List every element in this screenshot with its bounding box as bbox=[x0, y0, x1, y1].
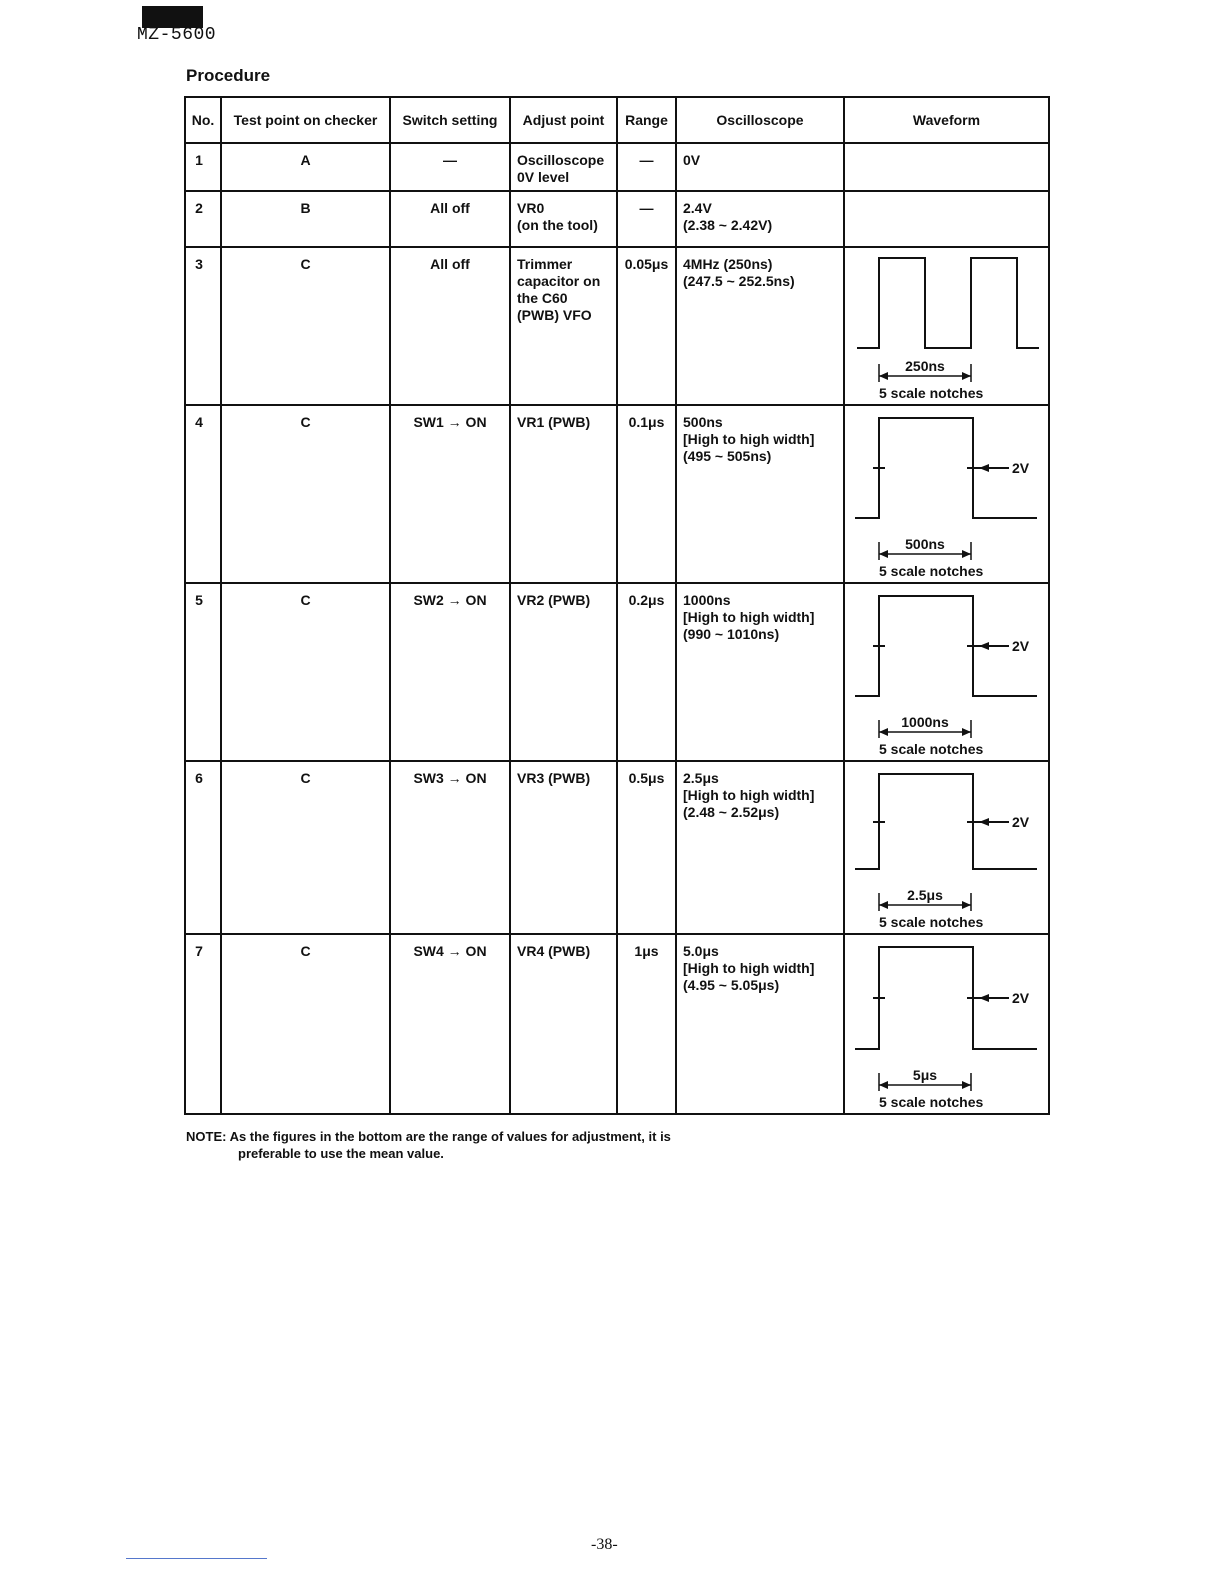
cell-adjust-line: Oscilloscope bbox=[517, 152, 605, 168]
col-header-adjust: Adjust point bbox=[510, 97, 617, 143]
cell-oscilloscope bbox=[676, 247, 844, 405]
dimension-arrowhead-left bbox=[879, 901, 888, 909]
notches-label: 5 scale notches bbox=[879, 563, 984, 579]
cell-adjust bbox=[510, 761, 617, 934]
table-row bbox=[185, 191, 1049, 247]
cell-no bbox=[185, 247, 221, 405]
cell-no-line: 1 bbox=[195, 152, 203, 168]
cell-oscilloscope-line: 1000ns bbox=[683, 592, 731, 608]
cell-adjust-line: (on the tool) bbox=[517, 217, 598, 233]
cell-switch bbox=[390, 143, 510, 191]
cell-range-line: 0.05μs bbox=[624, 256, 669, 272]
cell-oscilloscope bbox=[676, 761, 844, 934]
cell-no bbox=[185, 934, 221, 1114]
cell-switch bbox=[390, 934, 510, 1114]
cell-switch-line: SW1 → ON bbox=[413, 414, 487, 430]
cell-test-point bbox=[221, 761, 390, 934]
cell-no-line: 6 bbox=[195, 770, 203, 786]
cell-switch bbox=[390, 761, 510, 934]
cell-range-line: — bbox=[639, 152, 654, 168]
cell-oscilloscope-line: (495 ~ 505ns) bbox=[683, 448, 772, 464]
waveform-diagram bbox=[845, 762, 1048, 935]
cell-range bbox=[617, 761, 676, 934]
note bbox=[186, 1128, 671, 1162]
cell-adjust bbox=[510, 934, 617, 1114]
table-row bbox=[185, 247, 1049, 405]
col-header-no: No. bbox=[185, 97, 221, 143]
dimension-arrowhead-left bbox=[879, 372, 888, 380]
level-arrowhead bbox=[979, 642, 989, 650]
dimension-arrowhead-right bbox=[962, 1081, 971, 1089]
cell-no-line: 7 bbox=[195, 943, 203, 959]
cell-oscilloscope-line: 2.5μs bbox=[683, 770, 719, 786]
cell-test-point bbox=[221, 143, 390, 191]
cell-test-point bbox=[221, 191, 390, 247]
procedure-table bbox=[184, 96, 1050, 1115]
page-number: -38- bbox=[591, 1536, 618, 1553]
width-label: 1000ns bbox=[901, 714, 949, 730]
cell-oscilloscope bbox=[676, 143, 844, 191]
cell-waveform bbox=[844, 583, 1049, 761]
cell-range bbox=[617, 583, 676, 761]
cell-waveform bbox=[844, 143, 1049, 191]
level-arrowhead bbox=[979, 464, 989, 472]
cell-test-point bbox=[221, 934, 390, 1114]
cell-range-line: 0.1μs bbox=[628, 414, 665, 430]
cell-range bbox=[617, 247, 676, 405]
cell-switch-line: All off bbox=[430, 256, 470, 272]
cell-oscilloscope-line: (2.38 ~ 2.42V) bbox=[683, 217, 773, 233]
cell-no bbox=[185, 583, 221, 761]
cell-adjust-line: 0V level bbox=[517, 169, 570, 185]
cell-range-line: 0.5μs bbox=[628, 770, 665, 786]
cell-adjust bbox=[510, 583, 617, 761]
cell-adjust-line: VR2 (PWB) bbox=[517, 592, 591, 608]
cell-switch-line: All off bbox=[430, 200, 470, 216]
col-header-oscilloscope: Oscilloscope bbox=[676, 97, 844, 143]
col-header-test-point: Test point on checker bbox=[221, 97, 390, 143]
cell-test-point-line: C bbox=[300, 256, 311, 272]
waveform-diagram bbox=[845, 406, 1048, 584]
cell-switch-line: — bbox=[443, 152, 457, 168]
cell-oscilloscope-line: 4MHz (250ns) bbox=[683, 256, 773, 272]
notches-label: 5 scale notches bbox=[879, 385, 984, 401]
cell-test-point-line: C bbox=[300, 943, 311, 959]
level-label: 2V bbox=[1012, 638, 1030, 654]
col-header-waveform: Waveform bbox=[844, 97, 1049, 143]
cell-waveform bbox=[844, 191, 1049, 247]
cell-range bbox=[617, 405, 676, 583]
width-label: 250ns bbox=[905, 358, 945, 374]
cell-no-line: 5 bbox=[195, 592, 203, 608]
dimension-arrowhead-right bbox=[962, 901, 971, 909]
cell-oscilloscope-line: (4.95 ~ 5.05μs) bbox=[683, 977, 780, 993]
level-label: 2V bbox=[1012, 460, 1030, 476]
cell-oscilloscope-line: (2.48 ~ 2.52μs) bbox=[683, 804, 780, 820]
level-label: 2V bbox=[1012, 814, 1030, 830]
dimension-arrowhead-right bbox=[962, 550, 971, 558]
cell-oscilloscope bbox=[676, 934, 844, 1114]
cell-adjust-line: capacitor on bbox=[517, 273, 601, 289]
cell-test-point bbox=[221, 405, 390, 583]
dimension-arrowhead-right bbox=[962, 728, 971, 736]
cell-no bbox=[185, 405, 221, 583]
cell-no bbox=[185, 761, 221, 934]
cell-no bbox=[185, 191, 221, 247]
table-row bbox=[185, 405, 1049, 583]
cell-range-line: 0.2μs bbox=[628, 592, 665, 608]
waveform-diagram bbox=[845, 584, 1048, 762]
notches-label: 5 scale notches bbox=[879, 914, 984, 930]
dimension-arrowhead-left bbox=[879, 728, 888, 736]
cell-test-point-line: B bbox=[300, 200, 311, 216]
cell-range bbox=[617, 143, 676, 191]
cell-adjust-line: the C60 bbox=[517, 290, 568, 306]
cell-adjust-line: Trimmer bbox=[517, 256, 573, 272]
cell-range-line: — bbox=[639, 200, 654, 216]
cell-adjust-line: (PWB) VFO bbox=[517, 307, 592, 323]
dimension-arrowhead-left bbox=[879, 550, 888, 558]
cell-switch-line: SW4 → ON bbox=[413, 943, 487, 959]
cell-adjust bbox=[510, 247, 617, 405]
width-label: 2.5μs bbox=[907, 887, 943, 903]
cell-oscilloscope-line: [High to high width] bbox=[683, 787, 815, 803]
cell-oscilloscope-line: (247.5 ~ 252.5ns) bbox=[683, 273, 795, 289]
cell-adjust-line: VR0 bbox=[517, 200, 545, 216]
table-row bbox=[185, 761, 1049, 934]
cell-no-line: 4 bbox=[195, 414, 203, 430]
cell-test-point-line: A bbox=[300, 152, 311, 168]
width-label: 500ns bbox=[905, 536, 945, 552]
cell-adjust bbox=[510, 143, 617, 191]
model-label: MZ-5600 bbox=[137, 25, 217, 45]
cell-no bbox=[185, 143, 221, 191]
cell-oscilloscope-line: [High to high width] bbox=[683, 609, 815, 625]
cell-waveform bbox=[844, 405, 1049, 583]
cell-oscilloscope-line: [High to high width] bbox=[683, 960, 815, 976]
cell-adjust-line: VR4 (PWB) bbox=[517, 943, 591, 959]
note-line-1: NOTE: As the figures in the bottom are the range of values for adjustment, it is bbox=[186, 1129, 671, 1144]
cell-no-line: 3 bbox=[195, 256, 203, 272]
cell-test-point-line: C bbox=[300, 414, 311, 430]
cell-oscilloscope-line: 2.4V bbox=[683, 200, 712, 216]
cell-oscilloscope bbox=[676, 583, 844, 761]
cell-range bbox=[617, 191, 676, 247]
cell-oscilloscope bbox=[676, 405, 844, 583]
cell-oscilloscope-line: 5.0μs bbox=[683, 943, 719, 959]
square-wave-trace bbox=[857, 258, 1039, 348]
cell-adjust bbox=[510, 191, 617, 247]
note-line-2: preferable to use the mean value. bbox=[238, 1146, 444, 1161]
waveform-diagram bbox=[845, 935, 1048, 1115]
cell-oscilloscope-line: [High to high width] bbox=[683, 431, 815, 447]
col-header-range: Range bbox=[617, 97, 676, 143]
cell-oscilloscope-line: (990 ~ 1010ns) bbox=[683, 626, 780, 642]
cell-no-line: 2 bbox=[195, 200, 203, 216]
col-header-switch: Switch setting bbox=[390, 97, 510, 143]
cell-range bbox=[617, 934, 676, 1114]
waveform-diagram bbox=[845, 248, 1048, 406]
cell-test-point-line: C bbox=[300, 592, 311, 608]
section-title: Procedure bbox=[186, 66, 271, 85]
level-label: 2V bbox=[1012, 990, 1030, 1006]
cell-waveform bbox=[844, 934, 1049, 1114]
cell-test-point-line: C bbox=[300, 770, 311, 786]
cell-adjust bbox=[510, 405, 617, 583]
cell-oscilloscope bbox=[676, 191, 844, 247]
cell-switch-line: SW2 → ON bbox=[413, 592, 487, 608]
cell-switch-line: SW3 → ON bbox=[413, 770, 487, 786]
cell-switch bbox=[390, 583, 510, 761]
footer-link-line bbox=[126, 1558, 267, 1559]
level-arrowhead bbox=[979, 818, 989, 826]
cell-adjust-line: VR1 (PWB) bbox=[517, 414, 591, 430]
cell-oscilloscope-line: 500ns bbox=[683, 414, 723, 430]
cell-switch bbox=[390, 191, 510, 247]
cell-waveform bbox=[844, 247, 1049, 405]
cell-oscilloscope-line: 0V bbox=[683, 152, 701, 168]
table-row bbox=[185, 583, 1049, 761]
cell-switch bbox=[390, 247, 510, 405]
notches-label: 5 scale notches bbox=[879, 1094, 984, 1110]
dimension-arrowhead-right bbox=[962, 372, 971, 380]
cell-waveform bbox=[844, 761, 1049, 934]
dimension-arrowhead-left bbox=[879, 1081, 888, 1089]
cell-test-point bbox=[221, 247, 390, 405]
table-row bbox=[185, 934, 1049, 1114]
table-header-row bbox=[185, 97, 1049, 143]
cell-adjust-line: VR3 (PWB) bbox=[517, 770, 591, 786]
notches-label: 5 scale notches bbox=[879, 741, 984, 757]
table-row bbox=[185, 143, 1049, 191]
width-label: 5μs bbox=[912, 1067, 938, 1083]
level-arrowhead bbox=[979, 994, 989, 1002]
cell-test-point bbox=[221, 583, 390, 761]
cell-switch bbox=[390, 405, 510, 583]
cell-range-line: 1μs bbox=[634, 943, 659, 959]
